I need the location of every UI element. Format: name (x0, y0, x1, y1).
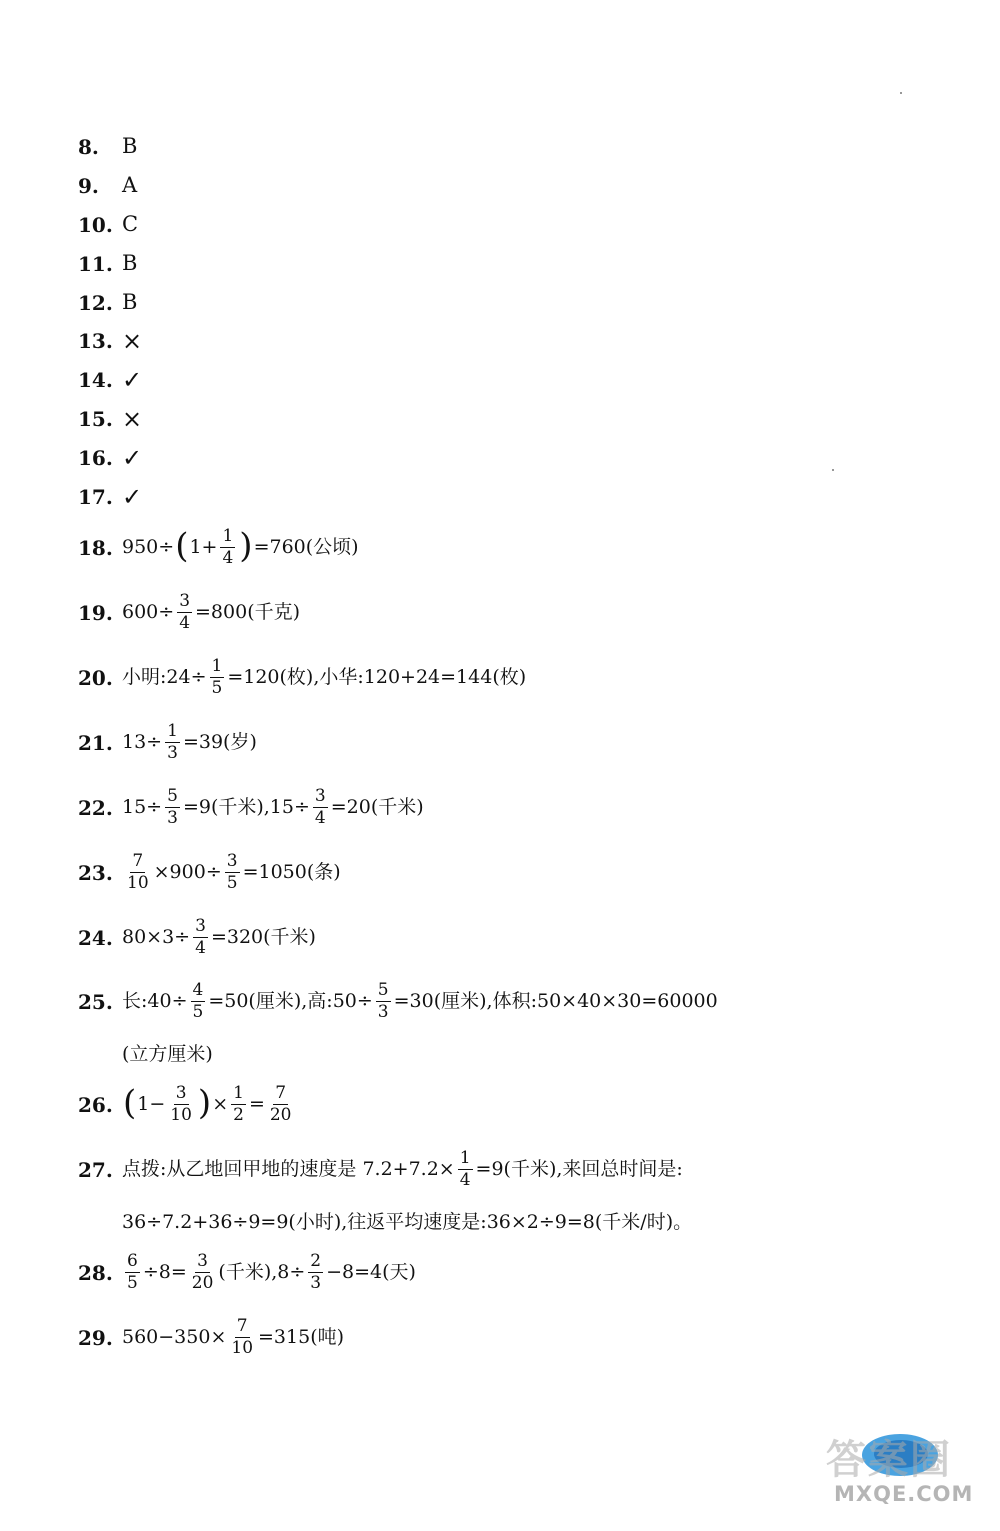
answer-continuation: 36÷7.2+36÷9=9(小时),往返平均速度是:36×2÷9=8(千米/时)。 (122, 1211, 693, 1233)
fraction: $\frac{3}{10}$ (170, 1083, 192, 1125)
item-number: 10. (78, 212, 113, 237)
answer-item-27 (78, 1150, 940, 1189)
fraction: $\frac{4}{5}$ (192, 980, 204, 1022)
answer-expression: 15÷ $\frac{5}{3}$ =9(千米),15÷ $\frac{3}{4}$ =20(千米) (122, 786, 424, 828)
item-number: 26. (78, 1092, 113, 1117)
answer-item-20 (78, 658, 940, 697)
answer-item (78, 485, 940, 509)
item-number: 11. (78, 251, 113, 276)
fraction: $\frac{1}{4}$ (459, 1148, 471, 1190)
item-number: 20. (78, 665, 113, 690)
fraction: $\frac{7}{20}$ (269, 1083, 292, 1125)
item-number: 9. (78, 173, 99, 198)
fraction: $\frac{3}{5}$ (226, 851, 238, 893)
print-speck (900, 92, 902, 94)
answer-expression: 560−350× $\frac{7}{10}$ =315(吨) (122, 1316, 345, 1358)
fraction: $\frac{5}{3}$ (377, 980, 389, 1022)
watermark-glyphs: 答案圈 (826, 1437, 952, 1483)
answer-expression: 600÷ $\frac{3}{4}$ =800(千克) (122, 591, 301, 633)
item-number: 8. (78, 134, 99, 159)
print-speck (832, 469, 834, 471)
check-mark: ✓ (122, 366, 143, 394)
answer-item-18 (78, 525, 940, 568)
item-number: 12. (78, 290, 113, 315)
fraction: $\frac{1}{2}$ (233, 1083, 244, 1125)
fraction: $\frac{3}{4}$ (314, 786, 326, 828)
answer-item (78, 446, 940, 470)
item-number: 19. (78, 600, 113, 625)
item-number: 28. (78, 1260, 113, 1285)
fraction: $\frac{3}{4}$ (179, 591, 191, 633)
answer-expression: 小明:24÷ $\frac{1}{5}$ =120(枚),小华:120+24=144(枚) (122, 656, 527, 698)
watermark-url: MXQE.COM (834, 1482, 974, 1506)
answer-item-23 (78, 853, 940, 892)
answer-item-24 (78, 918, 940, 957)
fraction: $\frac{3}{20}$ (191, 1251, 214, 1293)
item-answer: B (122, 134, 138, 158)
fraction: $\frac{3}{4}$ (195, 916, 206, 958)
answer-expression: 950÷ ( 1+ $\frac{1}{4}$ ) =760(公顷) (122, 525, 359, 568)
cross-mark: × (122, 327, 143, 355)
answer-expression: $\frac{7}{10}$ ×900÷ $\frac{3}{5}$ =1050(条) (127, 851, 341, 893)
watermark-logo (826, 1420, 976, 1506)
answer-item-28 (78, 1253, 940, 1292)
answer-item (78, 292, 940, 313)
answer-expression: $\frac{6}{5}$ ÷8= $\frac{3}{20}$ (千米),8÷ $\frac{2}{3}$ −8=4(天) (127, 1251, 416, 1293)
answer-expression: ( 1− $\frac{3}{10}$ ) × $\frac{1}{2}$ = $\frac{7}{20}$ (123, 1082, 292, 1125)
answer-item-21 (78, 723, 940, 762)
answer-item-19 (78, 593, 940, 632)
item-number: 21. (78, 730, 113, 755)
cross-mark: × (122, 405, 143, 433)
fraction: $\frac{7}{10}$ (231, 1316, 254, 1358)
answer-item-29 (78, 1318, 940, 1357)
item-answer: C (122, 212, 139, 236)
item-number: 14. (78, 368, 113, 392)
fraction: $\frac{5}{3}$ (167, 786, 178, 828)
fraction: $\frac{7}{10}$ (127, 851, 149, 893)
item-number: 27. (78, 1157, 113, 1182)
answer-item (78, 253, 940, 274)
item-number: 24. (78, 925, 113, 950)
answer-expression: 13÷ $\frac{1}{3}$ =39(岁) (122, 721, 257, 763)
answer-item (78, 329, 940, 353)
answer-continuation: (立方厘米) (122, 1043, 213, 1065)
answer-item (78, 214, 940, 235)
item-answer: B (122, 251, 138, 275)
item-number: 22. (78, 795, 113, 820)
item-number: 23. (78, 860, 113, 885)
fraction: $\frac{1}{4}$ (222, 526, 234, 568)
fraction: $\frac{2}{3}$ (310, 1251, 322, 1293)
answer-expression: 80×3÷ $\frac{3}{4}$ =320(千米) (122, 916, 316, 958)
item-number: 15. (78, 407, 113, 431)
item-number: 17. (78, 485, 113, 509)
fraction: $\frac{1}{3}$ (167, 721, 178, 763)
fraction: $\frac{6}{5}$ (127, 1251, 138, 1293)
check-mark: ✓ (122, 483, 143, 511)
item-answer: A (122, 173, 138, 197)
item-number: 29. (78, 1325, 113, 1350)
answer-item (78, 136, 940, 157)
item-number: 13. (78, 329, 113, 353)
item-number: 25. (78, 989, 113, 1014)
answer-expression: 长:40÷ $\frac{4}{5}$ =50(厘米),高:50÷ $\frac{5}{3}$ =30(厘米),体积:50×40×30=60000 (122, 980, 718, 1022)
item-number: 16. (78, 446, 113, 470)
answer-item-26 (78, 1082, 940, 1125)
answer-item-25 (78, 982, 940, 1021)
fraction: $\frac{1}{5}$ (211, 656, 223, 698)
answer-item-22 (78, 788, 940, 827)
item-answer: B (122, 290, 138, 314)
answer-item (78, 175, 940, 196)
answer-item (78, 368, 940, 392)
answer-expression: 点拨:从乙地回甲地的速度是 7.2+7.2× $\frac{1}{4}$ =9(千米),来回总时间是: (122, 1148, 683, 1190)
check-mark: ✓ (122, 444, 143, 472)
answer-item (78, 407, 940, 431)
item-number: 18. (78, 535, 113, 560)
